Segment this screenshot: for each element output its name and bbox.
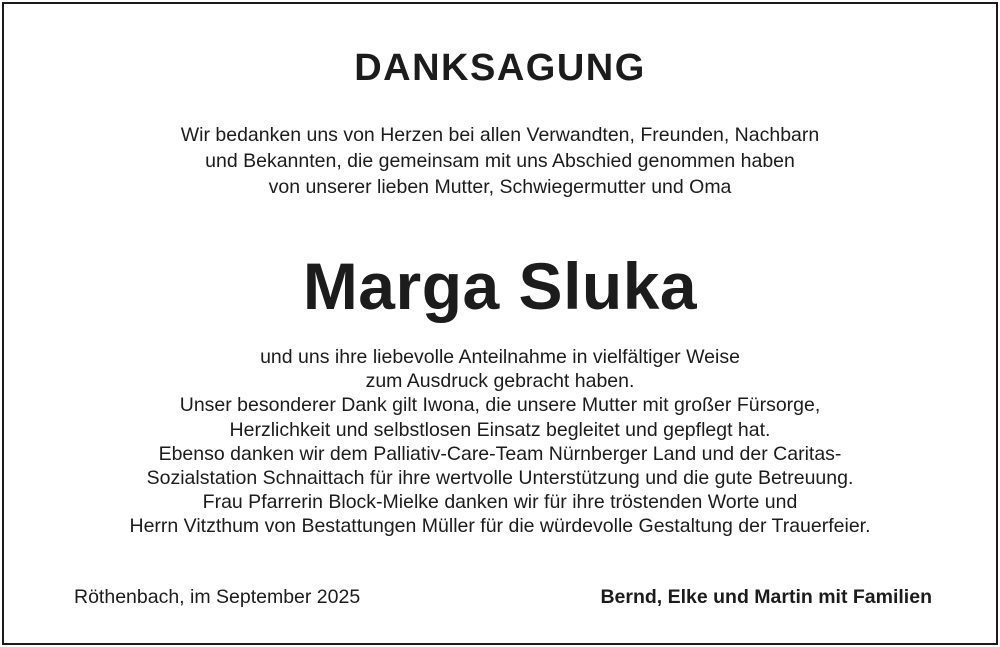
body-line: Sozialstation Schnaittach für ihre wertvolle Unterstützung und die gute Betreuung. — [146, 467, 854, 490]
body-line: Herrn Vitzthum von Bestattungen Müller für die würdevolle Gestaltung der Trauerfeier. — [129, 515, 871, 538]
body-line: zum Ausdruck gebracht haben. — [365, 370, 635, 393]
signatories: Bernd, Elke und Martin mit Familien — [600, 586, 932, 608]
body-line: Herzlichkeit und selbstlosen Einsatz begleitet und gepflegt hat. — [229, 418, 771, 441]
place-date: Röthenbach, im September 2025 — [74, 586, 361, 608]
intro-text — [4, 122, 996, 200]
body-line: Ebenso danken wir dem Palliativ-Care-Team Nürnberger Land und der Caritas- — [158, 442, 842, 465]
intro-line: Wir bedanken uns von Herzen bei allen Verwandten, Freunden, Nachbarn — [180, 124, 820, 146]
body-line: Frau Pfarrerin Block-Mielke danken wir für ihre tröstenden Worte und — [202, 491, 798, 514]
notice-title: DANKSAGUNG — [354, 47, 646, 89]
body-line: und uns ihre liebevolle Anteilnahme in vielfältiger Weise — [260, 346, 740, 368]
body-line: Unser besonderer Dank gilt Iwona, die unsere Mutter mit großer Fürsorge, — [179, 394, 821, 417]
deceased-name: Marga Sluka — [302, 249, 698, 323]
obituary-notice — [2, 2, 998, 645]
thanks-text — [4, 345, 996, 539]
intro-line: von unserer lieben Mutter, Schwiegermutter und Oma — [268, 176, 732, 198]
intro-line: und Bekannten, die gemeinsam mit uns Abschied genommen haben — [205, 150, 795, 172]
